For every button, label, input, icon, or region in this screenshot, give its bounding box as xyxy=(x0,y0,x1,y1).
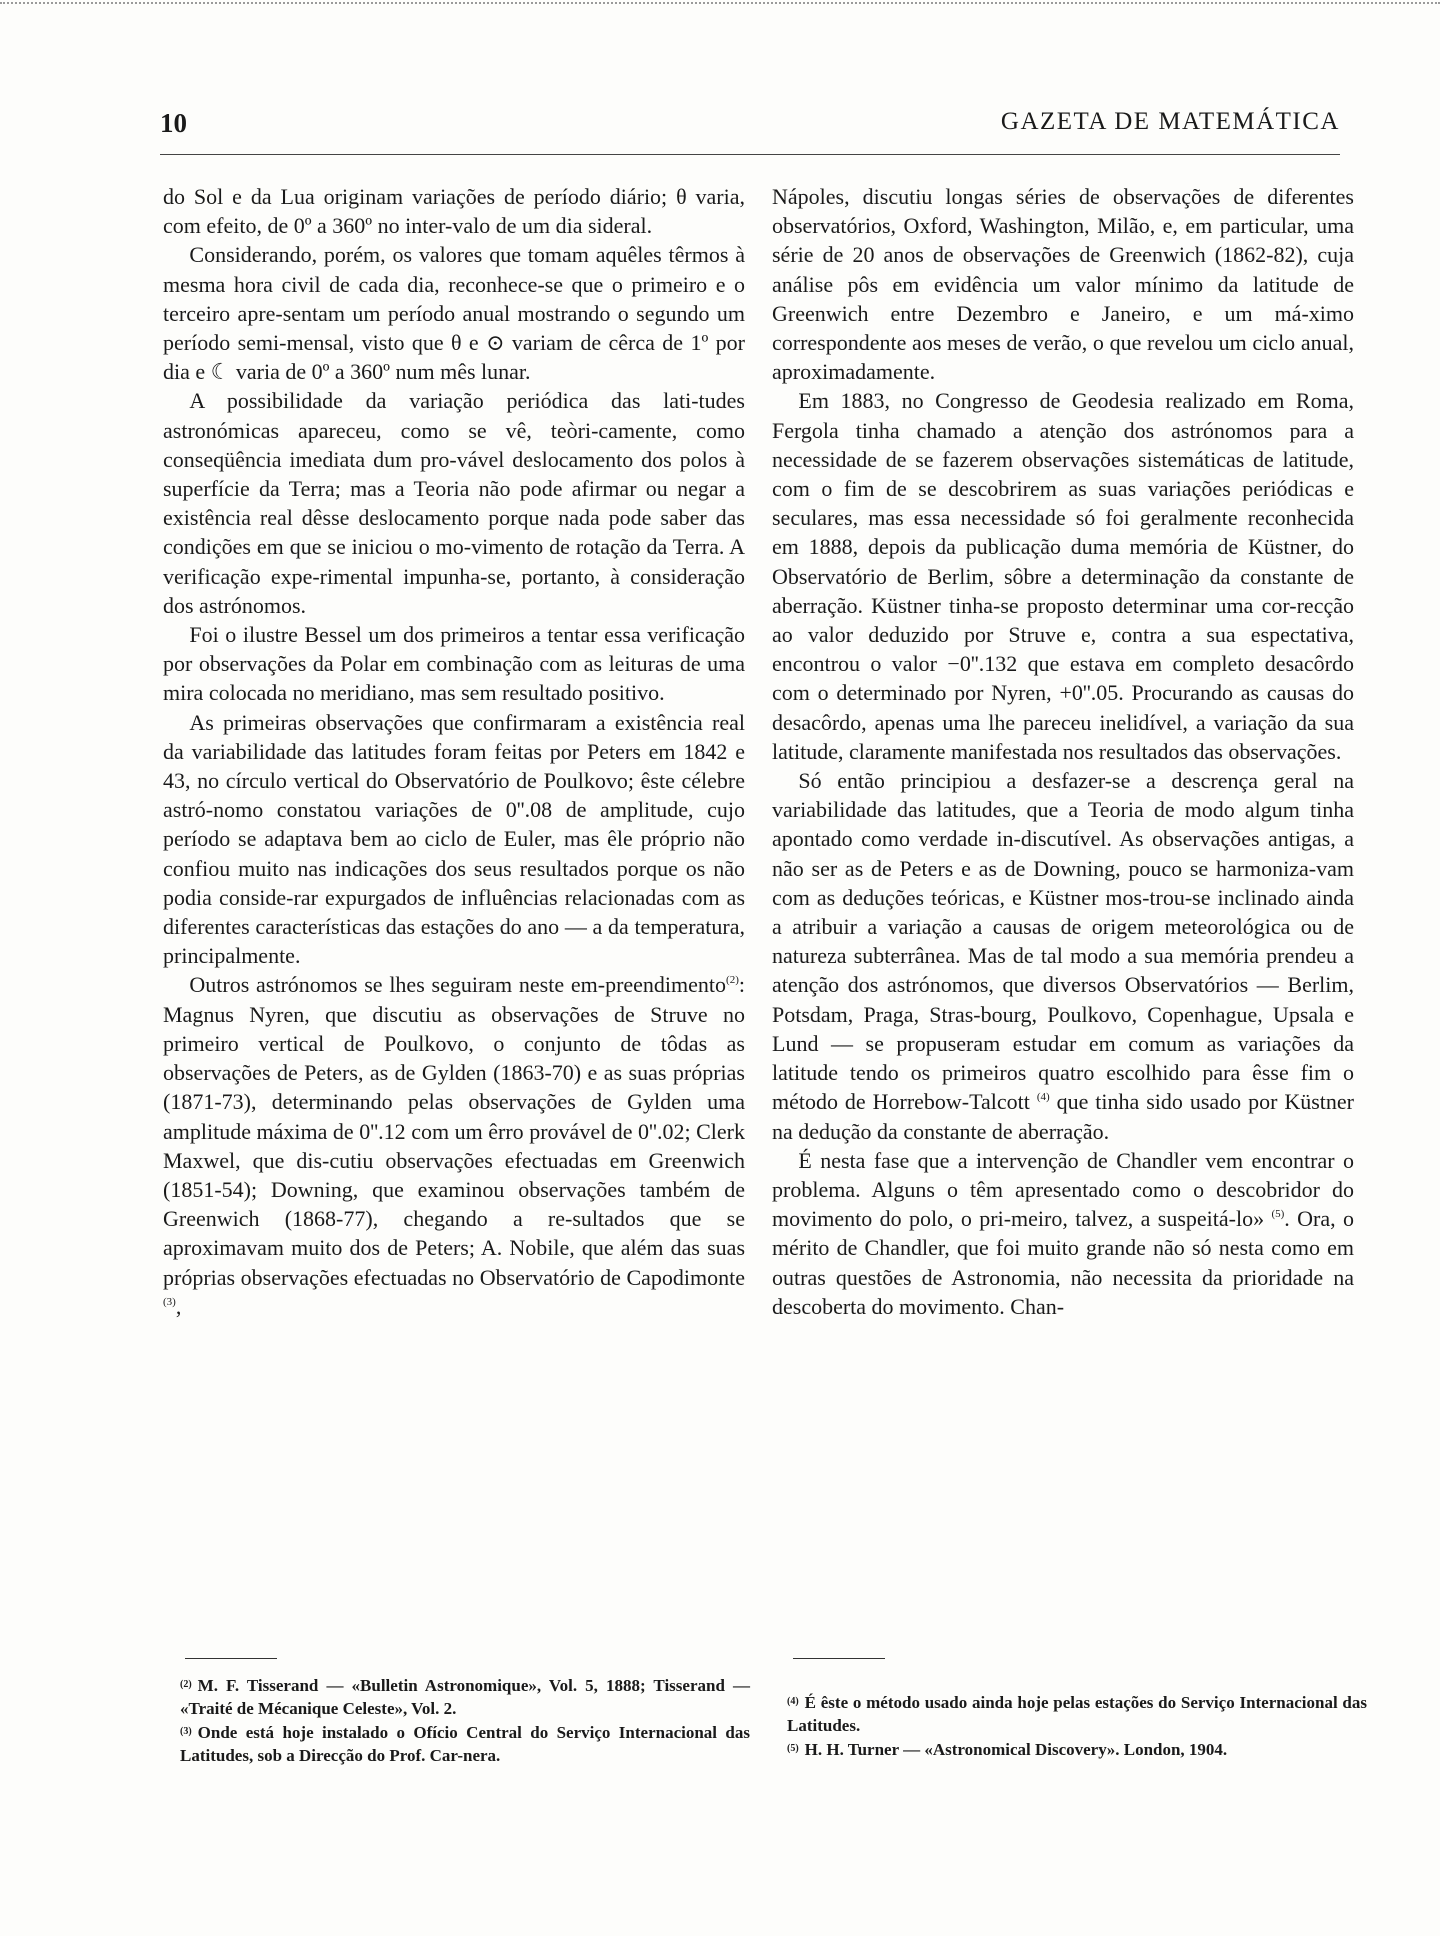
footnote-text: É êste o método usado ainda hoje pelas estações do Serviço Internacional das Latitudes. xyxy=(787,1693,1367,1735)
paragraph: Foi o ilustre Bessel um dos primeiros a tentar essa verificação por observações da Polar em combinação com as leituras de uma mira colocada no meridiano, mas sem resultado positivo. xyxy=(163,622,745,706)
footnote xyxy=(180,1673,750,1720)
footnote-rule xyxy=(185,1658,277,1659)
footnote-text: Onde está hoje instalado o Ofício Central do Serviço Internacional das Latitudes, sob a Direcção do Prof. Car-nera. xyxy=(180,1723,750,1765)
left-column xyxy=(163,182,745,1612)
footnote xyxy=(787,1737,1367,1761)
paragraph: A possibilidade da variação periódica das lati-tudes astronómicas apareceu, como se vê, teòri-camente, como conseqüência imediata dum pro-vável deslocamento dos polos à superfície da Terra; mas a Teoria não pode afirmar ou negar a existência real dêsse deslocamento porque nada pode saber das condições em que se iniciou o mo-vimento de rotação da Terra. A verificação expe-rimental impunha-se, portanto, à consideração dos astrónomos. xyxy=(163,388,745,618)
footnote xyxy=(787,1690,1367,1737)
page-header xyxy=(160,108,1340,148)
paragraph-text: . Ora, o mérito de Chandler, que foi muito grande não só nesta como em outras questões de Astronomia, não necessita da prioridade na descoberta do movimento. Chan- xyxy=(772,1206,1354,1319)
footnote-mark: (4) xyxy=(787,1696,799,1707)
footnote-text: H. H. Turner — «Astronomical Discovery». London, 1904. xyxy=(804,1740,1228,1759)
paragraph: do Sol e da Lua originam variações de período diário; θ varia, com efeito, de 0º a 360º no inter-valo de um dia sideral. xyxy=(163,184,745,239)
paragraph xyxy=(772,766,1354,1146)
page-number: 10 xyxy=(160,108,187,138)
paragraph-text: Outros astrónomos se lhes seguiram neste em-preendimento xyxy=(189,972,727,998)
paragraph: As primeiras observações que confirmaram a existência real da variabilidade das latitudes foram feitas por Peters em 1842 e 43, no círculo vertical do Observatório de Poulkovo; êste célebre astró-nomo constatou variações de 0''.08 de amplitude, cujo período se adaptava bem ao ciclo de Euler, mas êle próprio não confiou muito nas indicações dos seus resultados porque os não podia conside-rar expurgados de influências relacionadas com as diferentes características das estações do ano — a da temperatura, principalmente. xyxy=(163,709,745,969)
footnote-reference: (2) xyxy=(726,974,739,987)
footnote-mark: (3) xyxy=(180,1726,192,1737)
paragraph xyxy=(772,1146,1354,1321)
footnote-rule xyxy=(793,1658,885,1659)
paragraph-text: que tinha sido usado por Küstner na dedução da constante de aberração. xyxy=(772,1089,1354,1144)
footnotes-left xyxy=(180,1673,750,1767)
footnote-reference: (3) xyxy=(163,1295,176,1308)
paragraph: Considerando, porém, os valores que tomam aquêles têrmos à mesma hora civil de cada dia, reconhece-se que o primeiro e o terceiro apre-sentam um período anual mostrando o segundo um período semi-mensal, visto que θ e ⊙ variam de cêrca de 1º por dia e ☾ varia de 0º a 360º num mês lunar. xyxy=(163,242,745,385)
footnote xyxy=(180,1720,750,1767)
right-column xyxy=(772,182,1354,1612)
journal-title: GAZETA DE MATEMÁTICA xyxy=(1000,108,1340,135)
scan-top-edge xyxy=(0,2,1440,4)
paragraph-text: Só então principiou a desfazer-se a descrença geral na variabilidade das latitudes, que a Teoria de modo algum tinha apontado como verdade in-discutível. As observações antigas, a não ser as de Peters e as de Downing, pouco se harmoniza-vam com as deduções teóricas, e Küstner mos-trou-se inclinado ainda a atribuir a variação a causas de origem meteorológica ou de natureza subterrânea. Mas de tal modo a sua memória prendeu a atenção dos astrónomos, que diversos Observatórios — Berlim, Potsdam, Praga, Stras-bourg, Poulkovo, Copenhague, Upsala e Lund — se propuseram estudar em comum as variações da latitude tendo os primeiros quatro escolhido para êsse fim o método de Horrebow-Talcott xyxy=(772,768,1354,1115)
footnote-reference: (4) xyxy=(1036,1091,1050,1104)
paragraph: Nápoles, discutiu longas séries de observações de diferentes observatórios, Oxford, Washington, Milão, e, em particular, uma série de 20 anos de observações de Greenwich (1862-82), cuja análise pôs em evidência um valor mínimo da latitude de Greenwich entre Dezembro e Janeiro, e um má-ximo correspondente aos meses de verão, o que revelou um ciclo anual, aproximadamente. xyxy=(772,184,1354,385)
footnotes-right xyxy=(787,1690,1367,1761)
header-rule xyxy=(160,154,1340,155)
paragraph-text: , xyxy=(175,1293,182,1319)
footnote-text: M. F. Tisserand — «Bulletin Astronomique», Vol. 5, 1888; Tisserand — «Traité de Mécanique Celeste», Vol. 2. xyxy=(180,1676,750,1718)
footnote-mark: (5) xyxy=(787,1743,799,1754)
paragraph-text: É nesta fase que a intervenção de Chandler vem encontrar o problema. Alguns o têm apresentado como o descobridor do movimento do polo, o pri-meiro, talvez, a suspeitá-lo» xyxy=(772,1147,1354,1232)
paragraph-text: : Magnus Nyren, que discutiu as observações de Struve no primeiro vertical de Poulkovo, o conjunto de tôdas as observações de Peters, as de Gylden (1863-70) e as suas próprias (1871-73), determinando pelas observações de Gylden uma amplitude máxima de 0''.12 com um êrro provável de 0''.02; Clerk Maxwel, que dis-cutiu observações efectuadas em Greenwich (1851-54); Downing, que examinou observações também de Greenwich (1868-77), chegando a re-sultados que se aproximavam muito dos de Peters; A. Nobile, que além das suas próprias observações efectuadas no Observatório de Capodimonte xyxy=(163,972,745,1290)
paragraph: Em 1883, no Congresso de Geodesia realizado em Roma, Fergola tinha chamado a atenção dos astrónomos para a necessidade de se fazerem observações sistemáticas de latitude, com o fim de se descobrirem as suas variações periódicas e seculares, mas essa necessidade só foi geralmente reconhecida em 1888, depois da publicação duma memória de Küstner, do Observatório de Berlim, sôbre a determinação da constante de aberração. Küstner tinha-se proposto determinar uma cor-recção ao valor deduzido por Struve e, contra a sua espectativa, encontrou o valor −0''.132 que estava em completo desacôrdo com o determinado por Nyren, +0''.05. Procurando as causas do desacôrdo, apenas uma lhe pareceu inelidível, a variação da sua latitude, claramente manifestada nos resultados das observações. xyxy=(772,388,1354,764)
footnote-mark: (2) xyxy=(180,1679,192,1690)
paragraph xyxy=(163,970,745,1320)
footnote-reference: (5) xyxy=(1271,1208,1285,1221)
